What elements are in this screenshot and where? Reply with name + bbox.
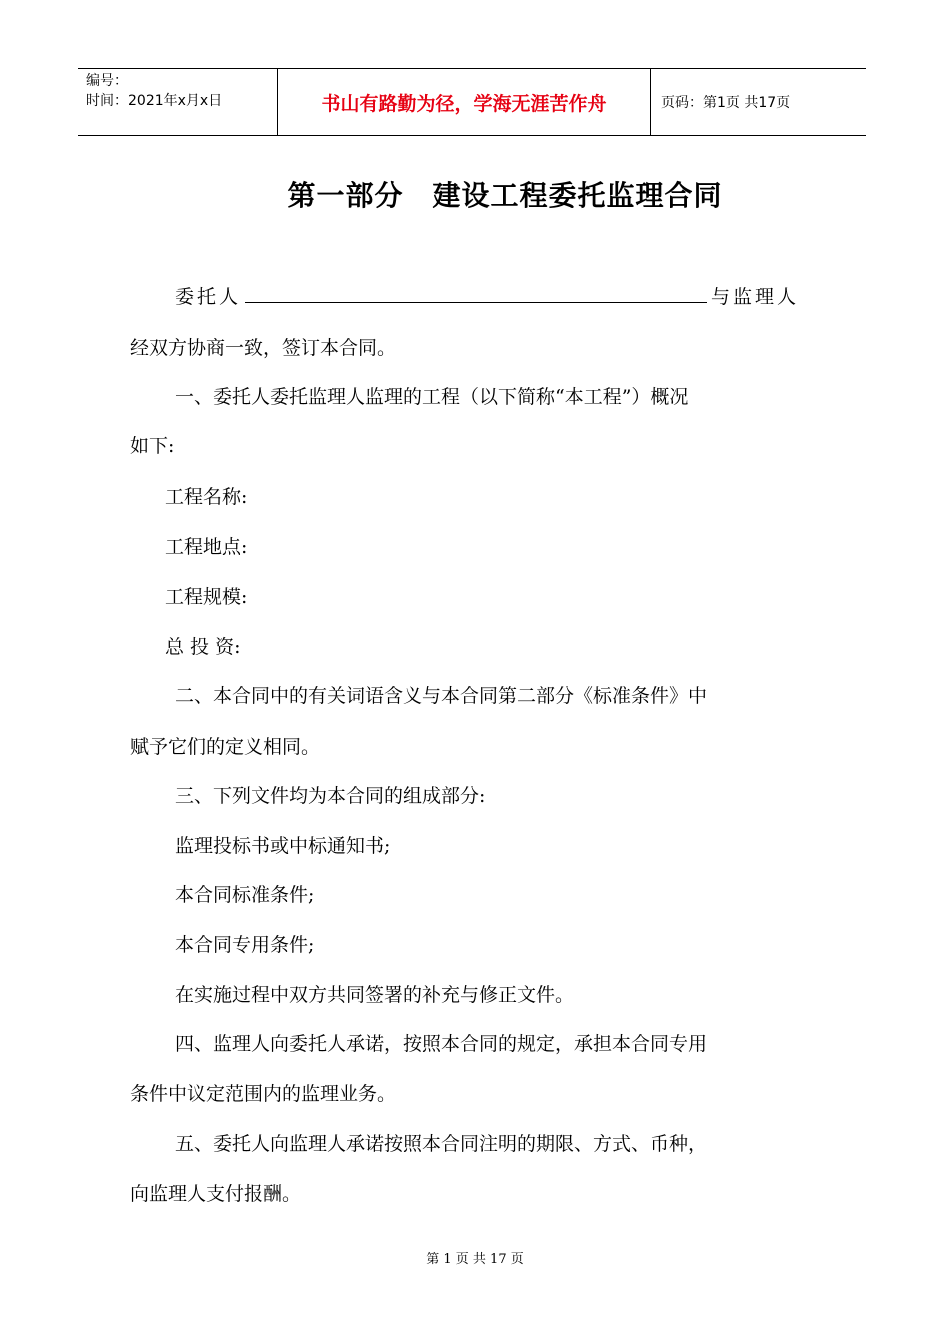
intro-client-label: 委托人: [175, 286, 242, 308]
clause-4-line-1: 四、监理人向委托人承诺，按照本合同的规定，承担本合同专用: [175, 1033, 708, 1055]
clause-5-line-2: 向监理人支付报酬。: [130, 1183, 302, 1205]
page-footer: 第 1 页 共 17 页: [426, 1252, 524, 1267]
header-motto: 书山有路勤为径，学海无涯苦作舟: [278, 69, 651, 135]
field-project-scale: 工程规模:: [165, 586, 248, 608]
header-meta: [78, 69, 278, 135]
field-project-location: 工程地点:: [165, 536, 248, 558]
clause-1-line-2: 如下:: [130, 435, 175, 457]
clause-1-line-1: 一、委托人委托监理人监理的工程（以下简称“本工程”）概况: [175, 386, 689, 408]
document-title: 第一部分 建设工程委托监理合同: [287, 179, 723, 212]
doc-item-4: 在实施过程中双方共同签署的补充与修正文件。: [175, 984, 575, 1006]
clause-4-line-2: 条件中议定范围内的监理业务。: [130, 1083, 397, 1105]
doc-item-1: 监理投标书或中标通知书;: [175, 835, 391, 857]
client-blank-line: [245, 284, 707, 303]
doc-item-3: 本合同专用条件;: [175, 934, 315, 956]
clause-2-line-1: 二、本合同中的有关词语含义与本合同第二部分《标准条件》中: [175, 685, 708, 707]
time-label: 时间：2021年x月x日: [86, 93, 223, 109]
clause-3: 三、下列文件均为本合同的组成部分:: [175, 785, 486, 807]
intro-line-1: [175, 282, 799, 309]
intro-line-2: 经双方协商一致，签订本合同。: [130, 337, 397, 359]
header-page-info: 页码：第1页 共17页: [661, 95, 791, 111]
clause-2-line-2: 赋予它们的定义相同。: [130, 736, 321, 758]
header-table: [78, 68, 866, 136]
clause-5-line-1: 五、委托人向监理人承诺按照本合同注明的期限、方式、币种，: [175, 1133, 708, 1155]
doc-item-2: 本合同标准条件;: [175, 884, 315, 906]
field-total-investment: 总 投 资:: [165, 636, 241, 658]
number-label: 编号：: [86, 73, 128, 89]
field-project-name: 工程名称:: [165, 486, 248, 508]
intro-supervisor-label: 与监理人: [711, 286, 800, 308]
